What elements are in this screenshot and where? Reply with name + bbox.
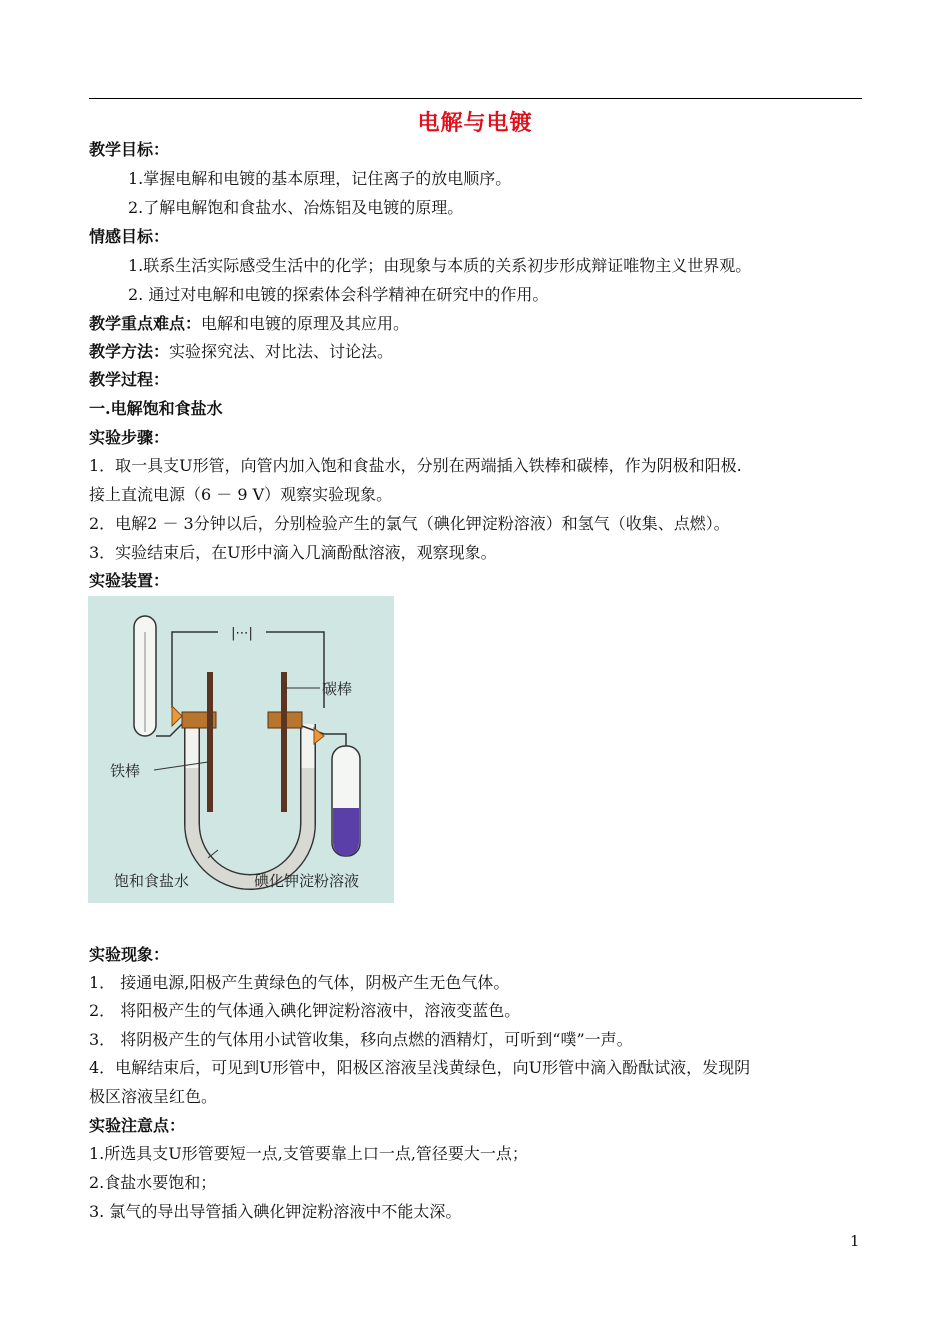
goal-2: 2.了解电解饱和食盐水、冶炼铝及电镀的原理。 — [128, 198, 464, 217]
heading-emotional-goals: 情感目标： — [89, 227, 170, 246]
note-2: 2.食盐水要饱和； — [89, 1173, 217, 1192]
phenomenon-2: 2． 将阳极产生的气体通入碘化钾淀粉溶液中，溶液变蓝色。 — [89, 1001, 521, 1020]
phenomenon-1: 1． 接通电源,阳极产生黄绿色的气体，阴极产生无色气体。 — [89, 973, 510, 992]
key-points-text: 电解和电镀的原理及其应用。 — [201, 314, 410, 333]
phenomenon-3: 3． 将阴极产生的气体用小试管收集，移向点燃的酒精灯，可听到“噗”一声。 — [89, 1030, 633, 1049]
step-1: 1．取一具支U形管，向管内加入饱和食盐水，分别在两端插入铁棒和碳棒，作为阴极和阳极. — [89, 456, 742, 475]
methods-text: 实验探究法、对比法、讨论法。 — [169, 342, 394, 361]
step-3: 3．实验结束后，在U形中滴入几滴酚酞溶液，观察现象。 — [89, 543, 497, 562]
heading-methods: 教学方法： — [89, 342, 170, 361]
iron-rod — [207, 672, 213, 812]
goal-1: 1.掌握电解和电镀的基本原理，记住离子的放电顺序。 — [128, 169, 512, 188]
methods-row — [89, 342, 393, 362]
phenomenon-4-continued: 极区溶液呈红色。 — [89, 1087, 218, 1106]
section-electrolysis-brine: 一.电解饱和食盐水 — [89, 399, 223, 418]
label-brine: 饱和食盐水 — [114, 872, 190, 890]
step-1-continued: 接上直流电源（6 － 9 V）观察实验现象。 — [89, 485, 393, 504]
header-rule — [89, 98, 862, 99]
key-points-row — [89, 314, 409, 334]
label-iron-rod: 铁棒 — [110, 762, 141, 780]
heading-key-points: 教学重点难点： — [89, 314, 202, 333]
electrolysis-apparatus-figure — [88, 596, 394, 903]
label-ki-starch: 碘化钾淀粉溶液 — [254, 872, 360, 890]
heading-process: 教学过程： — [89, 370, 170, 389]
battery-symbol: |⋯| — [231, 626, 253, 641]
emotional-goal-1: 1.联系生活实际感受生活中的化学；由现象与本质的关系初步形成辩证唯物主义世界观。 — [128, 256, 752, 275]
heading-notes: 实验注意点： — [89, 1116, 186, 1135]
label-carbon-rod: 碳棒 — [322, 680, 353, 698]
phenomenon-4: 4．电解结束后，可见到U形管中，阳极区溶液呈浅黄绿色，向U形管中滴入酚酞试液，发现阴 — [89, 1058, 751, 1077]
document-title: 电解与电镀 — [417, 110, 533, 136]
page-number: 1 — [850, 1232, 860, 1250]
ki-starch-blue-solution — [333, 808, 359, 856]
note-1: 1.所选具支U形管要短一点,支管要靠上口一点,管径要大一点； — [89, 1144, 528, 1163]
step-2: 2．电解2 － 3分钟以后，分别检验产生的氯气（碘化钾淀粉溶液）和氢气（收集、点燃）。 — [89, 514, 730, 533]
heading-phenomena: 实验现象： — [89, 945, 170, 964]
emotional-goal-2: 2. 通过对电解和电镀的探索体会科学精神在研究中的作用。 — [128, 285, 549, 304]
heading-teaching-goals: 教学目标： — [89, 140, 170, 159]
heading-apparatus: 实验装置： — [89, 571, 170, 590]
note-3: 3. 氯气的导出导管插入碘化钾淀粉溶液中不能太深。 — [89, 1202, 462, 1221]
heading-steps: 实验步骤： — [89, 428, 170, 447]
carbon-rod — [281, 672, 287, 812]
